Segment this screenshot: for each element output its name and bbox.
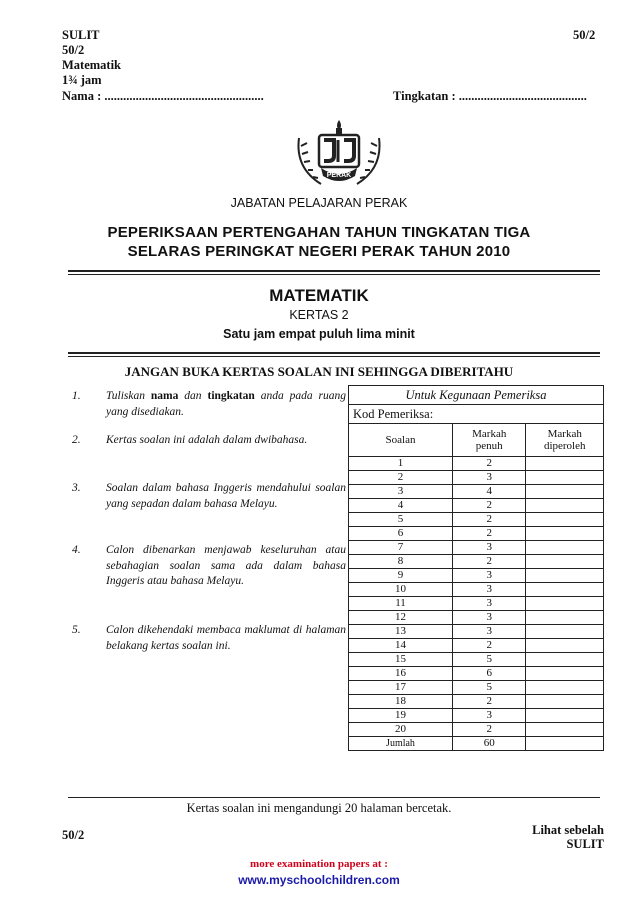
obtained-mark-cell[interactable] <box>526 457 604 471</box>
instruction-item <box>72 433 340 465</box>
table-row <box>349 709 604 723</box>
full-mark: 3 <box>453 569 526 583</box>
table-title: Untuk Kegunaan Pemeriksa <box>349 386 604 405</box>
warning-text: JANGAN BUKA KERTAS SOALAN INI SEHINGGA DIBERITAHU <box>124 364 514 379</box>
question-number: 19 <box>349 709 453 723</box>
obtained-mark-cell[interactable] <box>526 527 604 541</box>
promo-text: more examination papers at : <box>250 858 388 870</box>
obtained-mark-cell[interactable] <box>526 639 604 653</box>
obtained-mark-cell[interactable] <box>526 667 604 681</box>
question-number: 4 <box>349 499 453 513</box>
question-number: 11 <box>349 597 453 611</box>
instruction-number: 5. <box>72 624 81 636</box>
name-field: Nama : ................................................... <box>62 89 264 103</box>
divider-top-thin <box>68 274 600 275</box>
question-number: 1 <box>349 457 453 471</box>
table-row <box>349 541 604 555</box>
table-row <box>349 597 604 611</box>
exam-title-line2: SELARAS PERINGKAT NEGERI PERAK TAHUN 2010 <box>127 243 511 260</box>
full-mark: 3 <box>453 611 526 625</box>
footer-paper-code: 50/2 <box>62 828 85 842</box>
col-header-markah-diperoleh: Markah diperoleh <box>526 424 604 457</box>
obtained-mark-cell[interactable] <box>526 611 604 625</box>
instruction-text: Calon dikehendaki membaca maklumat di halaman belakang kertas soalan ini. <box>106 624 346 652</box>
obtained-mark-cell[interactable] <box>526 681 604 695</box>
full-mark: 5 <box>453 653 526 667</box>
table-row <box>349 681 604 695</box>
footer-sulit: SULIT <box>566 837 604 851</box>
table-row <box>349 471 604 485</box>
col-header-markah-penuh: Markah penuh <box>453 424 526 457</box>
subject-name: Matematik <box>62 58 122 72</box>
question-number: 12 <box>349 611 453 625</box>
total-obtained-cell[interactable] <box>526 737 604 751</box>
question-number: 15 <box>349 653 453 667</box>
col-header-soalan: Soalan <box>349 424 453 457</box>
page-count-note: Kertas soalan ini mengandungi 20 halaman bercetak. <box>186 801 452 815</box>
subject-title: MATEMATIK <box>269 286 369 305</box>
obtained-mark-cell[interactable] <box>526 597 604 611</box>
table-row <box>349 611 604 625</box>
department-name: JABATAN PELAJARAN PERAK <box>230 196 408 210</box>
full-mark: 2 <box>453 499 526 513</box>
obtained-mark-cell[interactable] <box>526 709 604 723</box>
divider-bottom <box>68 797 600 798</box>
instruction-item <box>72 543 346 607</box>
instruction-text: Soalan dalam bahasa Inggeris mendahului soalan yang sepadan dalam bahasa Melayu. <box>106 482 346 510</box>
instruction-text: Kertas soalan ini adalah dalam dwibahasa. <box>106 434 308 446</box>
full-mark: 3 <box>453 471 526 485</box>
question-number: 8 <box>349 555 453 569</box>
table-row <box>349 457 604 471</box>
obtained-mark-cell[interactable] <box>526 569 604 583</box>
divider-mid-thin <box>68 356 600 357</box>
examiner-table <box>348 385 604 751</box>
exam-duration-text: Satu jam empat puluh lima minit <box>223 327 415 341</box>
obtained-mark-cell[interactable] <box>526 555 604 569</box>
full-mark: 3 <box>453 583 526 597</box>
turn-over-text: Lihat sebelah <box>532 823 604 837</box>
obtained-mark-cell[interactable] <box>526 471 604 485</box>
form-field: Tingkatan : ......................................... <box>393 89 587 103</box>
full-mark: 3 <box>453 541 526 555</box>
table-row <box>349 513 604 527</box>
table-row <box>349 625 604 639</box>
question-number: 14 <box>349 639 453 653</box>
divider-top <box>68 270 600 272</box>
question-number: 10 <box>349 583 453 597</box>
question-number: 6 <box>349 527 453 541</box>
exam-title-line1: PEPERIKSAAN PERTENGAHAN TAHUN TINGKATAN TIGA <box>107 224 531 241</box>
instruction-number: 3. <box>72 482 81 494</box>
promo-link[interactable]: www.myschoolchildren.com <box>238 873 400 887</box>
table-row <box>349 723 604 737</box>
full-mark: 2 <box>453 695 526 709</box>
instruction-item <box>72 481 346 529</box>
table-row <box>349 569 604 583</box>
divider-mid <box>68 352 600 354</box>
full-mark: 4 <box>453 485 526 499</box>
total-label: Jumlah <box>349 737 453 751</box>
full-mark: 3 <box>453 625 526 639</box>
instruction-number: 1. <box>72 390 81 402</box>
logo-text: PERAK <box>326 172 352 179</box>
full-mark: 6 <box>453 667 526 681</box>
jpn-perak-crest-icon <box>291 118 387 190</box>
obtained-mark-cell[interactable] <box>526 723 604 737</box>
table-row <box>349 485 604 499</box>
full-mark: 3 <box>453 709 526 723</box>
table-row <box>349 555 604 569</box>
duration: 1¾ jam <box>62 73 102 87</box>
obtained-mark-cell[interactable] <box>526 695 604 709</box>
obtained-mark-cell[interactable] <box>526 499 604 513</box>
paper-number: KERTAS 2 <box>289 308 349 322</box>
question-number: 17 <box>349 681 453 695</box>
question-number: 2 <box>349 471 453 485</box>
table-row <box>349 583 604 597</box>
obtained-mark-cell[interactable] <box>526 625 604 639</box>
table-row <box>349 527 604 541</box>
full-mark: 3 <box>453 597 526 611</box>
table-row <box>349 667 604 681</box>
full-mark: 2 <box>453 555 526 569</box>
instruction-text: Calon dibenarkan menjawab keseluruhan atau sebahagian soalan sama ada dalam bahasa Inggeris atau bahasa Melayu. <box>106 544 346 587</box>
instruction-text: Tuliskan nama dan tingkatan anda pada ruang yang disediakan. <box>106 390 347 418</box>
full-mark: 2 <box>453 457 526 471</box>
full-mark: 2 <box>453 527 526 541</box>
question-number: 16 <box>349 667 453 681</box>
obtained-mark-cell[interactable] <box>526 541 604 555</box>
full-mark: 2 <box>453 639 526 653</box>
question-number: 7 <box>349 541 453 555</box>
total-value: 60 <box>453 737 526 751</box>
question-number: 20 <box>349 723 453 737</box>
examiner-code-label: Kod Pemeriksa: <box>349 405 604 424</box>
paper-code: 50/2 <box>62 43 85 57</box>
question-number: 18 <box>349 695 453 709</box>
sulit-top-left: SULIT <box>62 28 100 42</box>
paper-code-top-right: 50/2 <box>573 28 596 42</box>
obtained-mark-cell[interactable] <box>526 653 604 667</box>
full-mark: 2 <box>453 723 526 737</box>
table-row <box>349 653 604 667</box>
question-number: 5 <box>349 513 453 527</box>
table-row <box>349 695 604 709</box>
obtained-mark-cell[interactable] <box>526 583 604 597</box>
instruction-item <box>72 623 346 655</box>
instruction-number: 4. <box>72 544 81 556</box>
full-mark: 2 <box>453 513 526 527</box>
question-number: 9 <box>349 569 453 583</box>
full-mark: 5 <box>453 681 526 695</box>
instruction-number: 2. <box>72 434 81 446</box>
obtained-mark-cell[interactable] <box>526 513 604 527</box>
table-row <box>349 639 604 653</box>
question-number: 3 <box>349 485 453 499</box>
table-row <box>349 499 604 513</box>
instruction-item <box>72 389 347 421</box>
obtained-mark-cell[interactable] <box>526 485 604 499</box>
question-number: 13 <box>349 625 453 639</box>
